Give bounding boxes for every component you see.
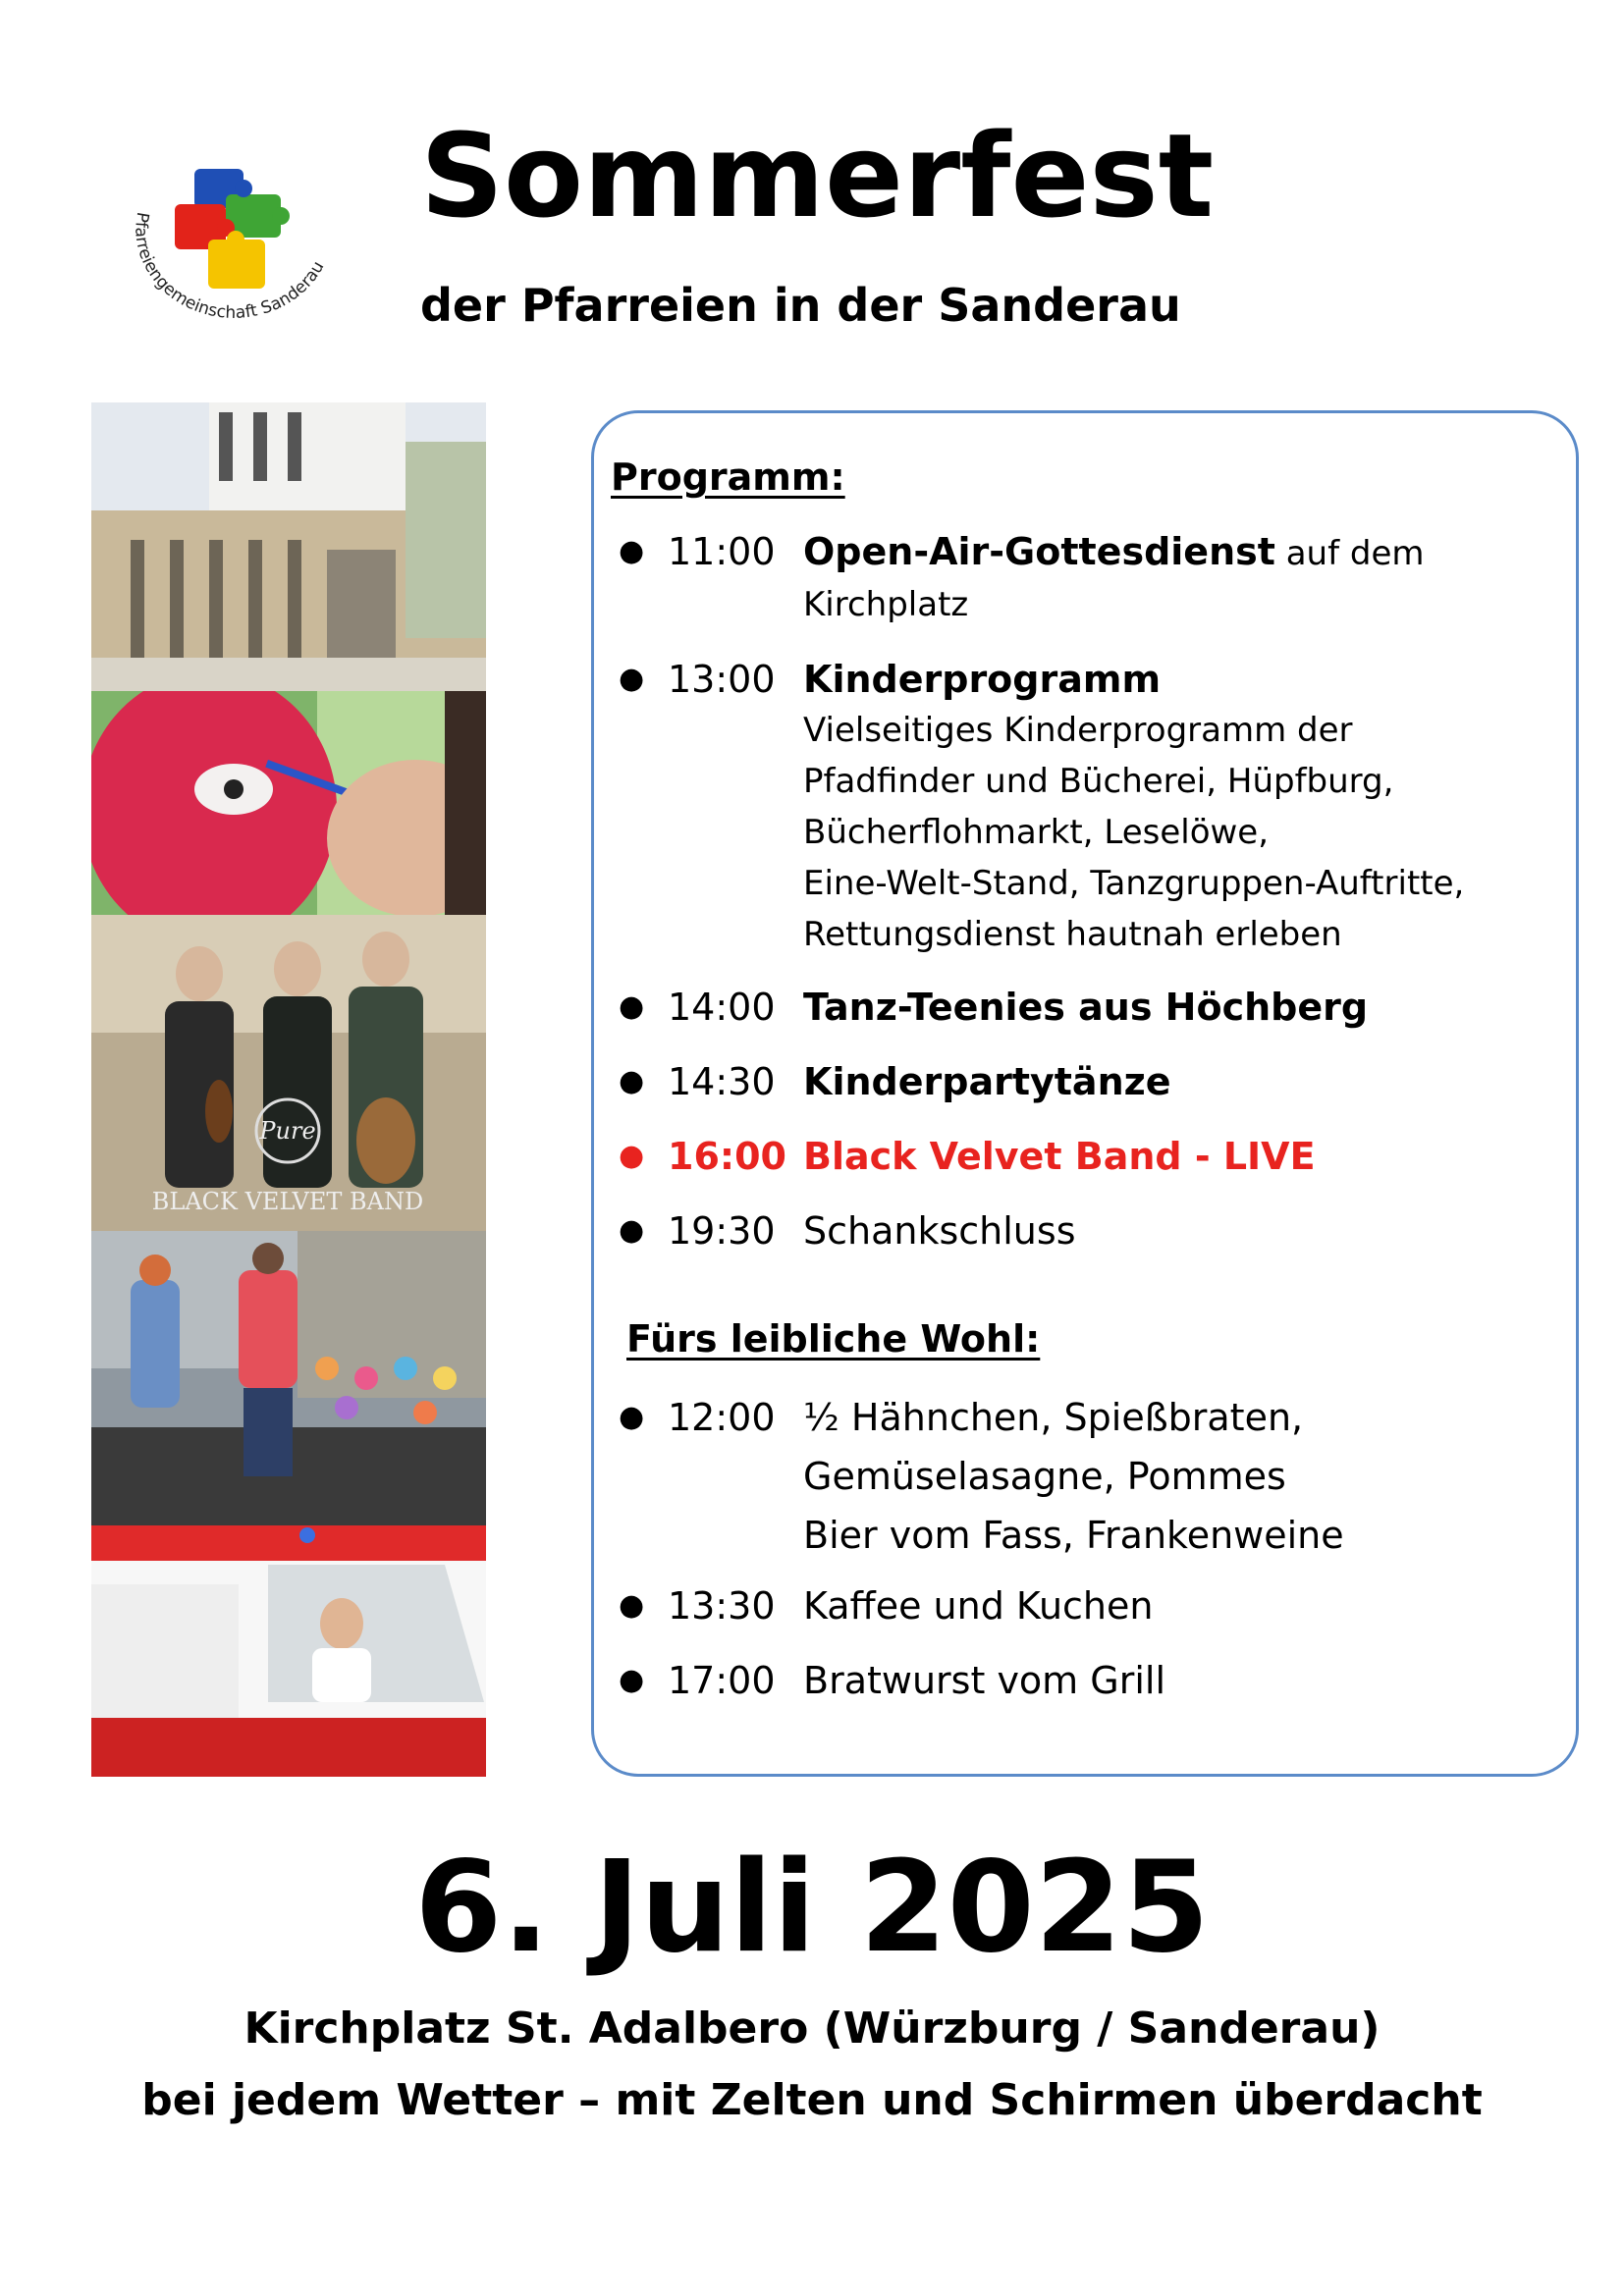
photo-children-dancing (91, 1231, 486, 1525)
program-detail: Kirchplatz (803, 585, 969, 624)
food-line: ½ Hähnchen, Spießbraten, (803, 1396, 1304, 1439)
event-date: 6. Juli 2025 (414, 1835, 1210, 1981)
food-line: Bratwurst vom Grill (803, 1659, 1166, 1702)
bullet-icon: ● (619, 1064, 645, 1098)
program-time: 19:30 (668, 1209, 776, 1253)
food-line: Gemüselasagne, Pommes (803, 1455, 1286, 1498)
program-time: 14:30 (668, 1060, 776, 1103)
logo-ring-text: Pfarreiengemeinschaft Sanderau (131, 210, 329, 323)
bullet-icon: ● (619, 989, 645, 1024)
program-detail: Pfadfinder und Bücherei, Hüpfburg, (803, 762, 1394, 801)
program-time: 14:00 (668, 986, 776, 1029)
food-time: 12:00 (668, 1396, 776, 1439)
program-title: Open-Air-Gottesdienst (803, 530, 1275, 573)
program-time: 11:00 (668, 530, 776, 573)
program-title: Tanz-Teenies aus Höchberg (803, 986, 1369, 1029)
band-script-label: Pure (259, 1117, 316, 1145)
band-name-label: BLACK VELVET BAND (151, 1188, 424, 1215)
program-detail: Vielseitiges Kinderprogramm der (803, 711, 1353, 750)
program-suffix: Schankschluss (803, 1209, 1076, 1253)
food-line: Bier vom Fass, Frankenweine (803, 1514, 1344, 1557)
photo-ambulance (91, 1525, 486, 1777)
parish-logo (128, 147, 344, 334)
program-detail: Rettungsdienst hautnah erleben (803, 915, 1342, 954)
program-time: 13:00 (668, 658, 776, 701)
program-time: 16:00 (668, 1135, 786, 1178)
photo-column (91, 402, 486, 1777)
program-detail: Bücherflohmarkt, Leselöwe, (803, 813, 1270, 852)
food-line: Kaffee und Kuchen (803, 1584, 1154, 1628)
photo-face-painting (91, 691, 486, 915)
bullet-icon: ● (619, 1663, 645, 1697)
food-time: 17:00 (668, 1659, 776, 1702)
bullet-icon: ● (619, 1588, 645, 1623)
program-suffix: auf dem (1274, 534, 1425, 573)
page-title: Sommerfest (420, 108, 1215, 243)
program-heading: Programm: (611, 455, 845, 499)
bullet-icon: ● (619, 662, 645, 696)
page-subtitle: der Pfarreien in der Sanderau (420, 279, 1181, 332)
bullet-icon: ● (619, 1139, 645, 1173)
photo-church-building (91, 402, 486, 691)
food-time: 13:30 (668, 1584, 776, 1628)
bullet-icon: ● (619, 1213, 645, 1248)
program-title: Black Velvet Band - LIVE (803, 1135, 1316, 1178)
program-title: Kinderprogramm (803, 658, 1162, 701)
bullet-icon: ● (619, 534, 645, 568)
event-location: Kirchplatz St. Adalbero (Würzburg / Sanderau) (244, 2003, 1380, 2054)
photo-black-velvet-band (91, 915, 486, 1231)
program-title: Kinderpartytänze (803, 1060, 1171, 1103)
weather-note: bei jedem Wetter – mit Zelten und Schirmen überdacht (141, 2075, 1483, 2125)
program-detail: Eine-Welt-Stand, Tanzgruppen-Auftritte, (803, 864, 1465, 903)
bullet-icon: ● (619, 1400, 645, 1434)
food-heading: Fürs leibliche Wohl: (626, 1317, 1041, 1361)
